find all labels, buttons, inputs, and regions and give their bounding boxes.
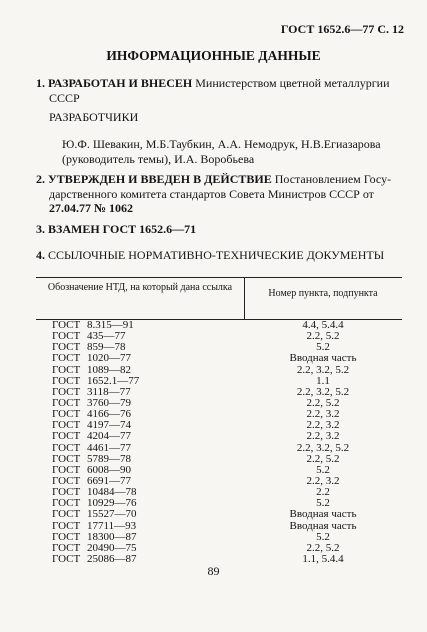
doc-number: 15527—70 [87, 508, 137, 521]
doc-type: ГОСТ [52, 330, 81, 343]
doc-type: ГОСТ [52, 374, 81, 387]
clause-ref: 2.2, 3.2 [306, 430, 340, 443]
doc-number: 1089—82 [87, 363, 131, 376]
doc-type: ГОСТ [52, 474, 81, 487]
doc-number: 4166—76 [87, 408, 131, 421]
doc-type: ГОСТ [52, 419, 81, 432]
table-top-rule [36, 277, 402, 278]
doc-type: ГОСТ [52, 352, 81, 365]
item-1-bold: РАЗРАБОТАН И ВНЕСЕН [48, 76, 193, 90]
clause-ref: 2.2, 5.2 [306, 452, 340, 465]
page-header: ГОСТ 1652.6—77 С. 12 [280, 22, 404, 36]
item-3-number: 3. [36, 222, 45, 236]
doc-type: ГОСТ [52, 552, 81, 565]
doc-number: 3760—79 [87, 396, 131, 409]
clause-ref: 2.2, 5.2 [306, 541, 340, 554]
doc-type: ГОСТ [52, 363, 81, 376]
clause-ref: 5.2 [316, 530, 330, 543]
developers-line1: Ю.Ф. Шевакин, М.Б.Таубкин, А.А. Немодрук, Н.В.Егиазарова [62, 137, 381, 151]
item-2-bold: УТВЕРЖДЕН И ВВЕДЕН В ДЕЙСТВИЕ [48, 172, 272, 186]
doc-number: 859—78 [87, 341, 126, 354]
table-row [36, 521, 402, 532]
doc-type: ГОСТ [52, 463, 81, 476]
table-body [36, 320, 402, 565]
developers-line2 [62, 152, 381, 167]
doc-number: 5789—78 [87, 452, 131, 465]
doc-number: 1652.1—77 [87, 374, 140, 387]
developers-role: (руководитель темы), [62, 151, 172, 166]
item-2-line3: 27.04.77 № 1062 [49, 201, 134, 215]
item-4 [36, 248, 384, 263]
doc-type: ГОСТ [52, 396, 81, 409]
doc-type: ГОСТ [52, 341, 81, 354]
doc-number: 6691—77 [87, 474, 131, 487]
item-2 [36, 172, 391, 216]
doc-type: ГОСТ [52, 519, 81, 532]
table-header-document: Обозначение НТД, на который дана ссылка [47, 282, 233, 293]
doc-number: 17711—93 [87, 519, 137, 532]
doc-number: 4461—77 [87, 441, 131, 454]
item-3 [36, 222, 196, 237]
developers-name: И.А. Воробьева [174, 151, 255, 166]
developers-list [62, 137, 381, 166]
doc-number: 10484—78 [87, 486, 137, 499]
doc-type: ГОСТ [52, 452, 81, 465]
doc-number: 1020—77 [87, 352, 131, 365]
item-1 [36, 76, 390, 105]
clause-ref: 5.2 [316, 497, 330, 510]
doc-number: 3118—77 [87, 385, 131, 398]
item-2-number: 2. [36, 172, 45, 186]
clause-ref: 1.1 [316, 374, 330, 387]
clause-ref: Вводная часть [289, 508, 357, 521]
item-4-number: 4. [36, 248, 45, 262]
doc-number: 10929—76 [87, 497, 137, 510]
doc-number: 435—77 [87, 330, 126, 343]
clause-ref: 2.2, 3.2 [306, 408, 340, 421]
clause-ref: Вводная часть [289, 352, 357, 365]
table-row [36, 509, 402, 520]
doc-number: 4197—74 [87, 419, 131, 432]
clause-ref: 4.4, 5.4.4 [302, 319, 344, 331]
doc-number: 20490—75 [87, 541, 137, 554]
item-4-text: ССЫЛОЧНЫЕ НОРМАТИВНО-ТЕХНИЧЕСКИЕ ДОКУМЕНТЫ [48, 248, 385, 262]
doc-number: 8.315—91 [87, 319, 134, 331]
section-title: ИНФОРМАЦИОННЫЕ ДАННЫЕ [106, 48, 321, 63]
doc-type: ГОСТ [52, 441, 81, 454]
doc-type: ГОСТ [52, 508, 81, 521]
clause-ref: 2.2, 3.2 [306, 474, 340, 487]
clause-ref: 2.2, 5.2 [306, 396, 340, 409]
clause-ref: 2.2, 3.2, 5.2 [296, 441, 350, 454]
table-row [36, 431, 402, 442]
doc-type: ГОСТ [52, 408, 81, 421]
item-2-text: Постановлением Госу- [274, 172, 392, 186]
item-1-line2: СССР [49, 90, 80, 105]
doc-type: ГОСТ [52, 497, 81, 510]
doc-type: ГОСТ [52, 319, 81, 331]
doc-type: ГОСТ [52, 430, 81, 443]
item-1-text: Министерством цветной металлургии [195, 76, 390, 90]
doc-number: 25086—87 [87, 552, 137, 565]
item-1-number: 1. [36, 76, 45, 90]
clause-ref: 5.2 [316, 463, 330, 476]
doc-number: 18300—87 [87, 530, 137, 543]
doc-type: ГОСТ [52, 486, 81, 499]
item-2-line2: дарственного комитета стандартов Совета Министров СССР от [49, 186, 374, 201]
clause-ref: Вводная часть [289, 519, 357, 532]
doc-type: ГОСТ [52, 530, 81, 543]
clause-ref: 2.2, 5.2 [306, 330, 340, 343]
developers-heading: РАЗРАБОТЧИКИ [49, 110, 139, 124]
clause-ref: 2.2, 3.2, 5.2 [296, 363, 350, 376]
doc-number: 4204—77 [87, 430, 131, 443]
table-header-clause: Номер пункта, подпункта [268, 288, 378, 299]
table-row [36, 353, 402, 364]
clause-ref: 2.2, 3.2 [306, 419, 340, 432]
clause-ref: 5.2 [316, 341, 330, 354]
clause-ref: 1.1, 5.4.4 [302, 552, 344, 565]
doc-number: 6008—90 [87, 463, 131, 476]
page-number: 89 [207, 564, 220, 578]
item-3-text: ВЗАМЕН ГОСТ 1652.6—71 [48, 222, 197, 236]
clause-ref: 2.2, 3.2, 5.2 [296, 385, 350, 398]
doc-type: ГОСТ [52, 541, 81, 554]
clause-ref: 2.2 [316, 486, 330, 499]
doc-type: ГОСТ [52, 385, 81, 398]
